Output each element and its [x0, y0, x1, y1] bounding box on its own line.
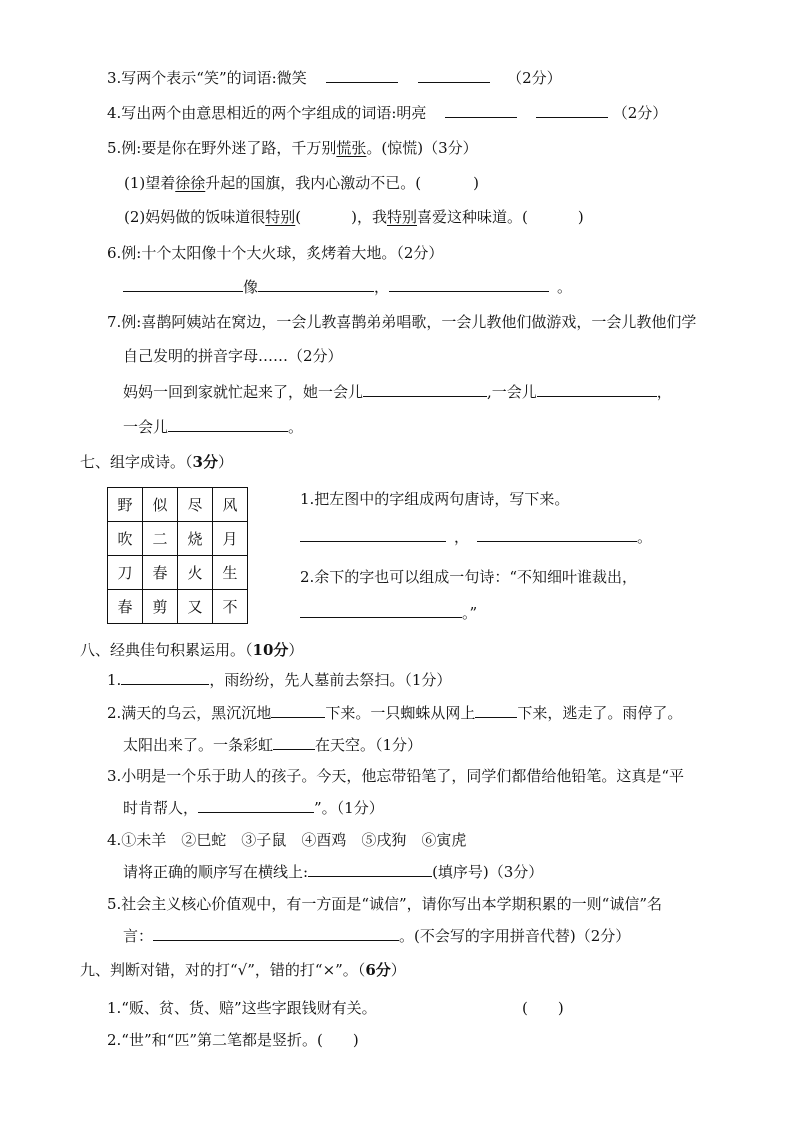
- score-label: （2分）: [507, 69, 562, 87]
- answer-paren-text: ( ): [522, 999, 564, 1017]
- section-9-title: [80, 960, 406, 980]
- q7-answer2: [300, 603, 477, 623]
- sub-text: 下来。一只蜘蛛从网上: [325, 704, 476, 722]
- sub-text: ”。（1分）: [314, 799, 384, 817]
- section-7-title: [80, 452, 233, 472]
- grid-cell: 又: [178, 590, 213, 624]
- q6-item5: [107, 138, 478, 158]
- section-title-text: 七、组字成诗。（: [80, 453, 193, 471]
- q7-answer1: [300, 527, 652, 547]
- underlined-word: 慌张: [336, 139, 367, 157]
- q6-item7-line4: [123, 417, 303, 437]
- grid-cell: 春: [143, 556, 178, 590]
- answer-blank[interactable]: [537, 382, 657, 397]
- answer-blank[interactable]: [308, 862, 432, 877]
- sub-text: 请将正确的顺序写在横线上:: [123, 863, 309, 881]
- grid-cell: 烧: [178, 522, 213, 556]
- grid-cell: 剪: [143, 590, 178, 624]
- sub-text: 升起的国旗，我内心激动不已。(: [205, 174, 422, 192]
- sub-text: 像: [243, 278, 259, 296]
- sub-text: 。: [288, 418, 304, 436]
- sub-text: 5.社会主义核心价值观中，有一方面是“诚信”，请你写出本学期积累的一则“诚信”名: [107, 895, 662, 913]
- answer-blank[interactable]: [475, 703, 517, 718]
- answer-blank[interactable]: [326, 68, 398, 83]
- underlined-word: 特别: [386, 208, 417, 226]
- sub-text: 妈妈一回到家就忙起来了，她一会儿: [123, 383, 364, 401]
- sub-text: )，我: [351, 208, 387, 226]
- grid-cell: 尽: [178, 488, 213, 522]
- sub-text: 太阳出来了。一条彩虹: [123, 736, 274, 754]
- sub-text: 1.: [107, 671, 122, 689]
- sub-text: 。(不会写的字用拼音代替)（2分）: [399, 927, 631, 945]
- sub-text: 2.“世”和“匹”第二笔都是竖折。( ): [107, 1031, 359, 1049]
- q6-item6: [107, 243, 443, 263]
- underlined-word: 特别: [265, 208, 296, 226]
- q6-item4: [107, 103, 667, 123]
- answer-blank[interactable]: [477, 527, 637, 542]
- sub-text: (: [295, 208, 302, 226]
- sub-text: 喜爱这种味道。(: [417, 208, 528, 226]
- grid-cell: 似: [143, 488, 178, 522]
- answer-blank[interactable]: [445, 103, 517, 118]
- sub-text: 时肯帮人，: [123, 799, 199, 817]
- sub-text: (填序号)（3分）: [432, 863, 544, 881]
- q6-item7-text: 7.例:喜鹊阿姨站在窝边，一会儿教喜鹊弟弟唱歌，一会儿教他们做游戏，一会儿教他们学: [107, 313, 697, 331]
- section-score: 10分: [252, 641, 289, 659]
- answer-blank[interactable]: [271, 703, 325, 718]
- grid-cell: 火: [178, 556, 213, 590]
- q8-item2-line1: [107, 703, 682, 723]
- q8-item3-line2: [123, 798, 384, 818]
- q6-item4-text: 4.写出两个由意思相近的两个字组成的词语:明亮: [107, 104, 427, 122]
- q9-item2: [107, 1030, 359, 1050]
- grid-cell: 刀: [108, 556, 143, 590]
- grid-cell: 吹: [108, 522, 143, 556]
- sub-text: 在天空。（1分）: [315, 736, 423, 754]
- section-title-text: 九、判断对错，对的打“√”，错的打“×”。（: [80, 961, 366, 979]
- q6-item7-line1: [107, 312, 696, 332]
- q8-item4-line1: [107, 830, 466, 850]
- q8-item4-line2: [123, 862, 543, 882]
- grid-row: [108, 488, 248, 522]
- grid-cell: 二: [143, 522, 178, 556]
- answer-blank[interactable]: [418, 68, 490, 83]
- answer-blank[interactable]: [300, 527, 446, 542]
- sub-text: ): [473, 174, 479, 192]
- q8-item5-line1: [107, 894, 662, 914]
- q6-item5-sub1: [124, 173, 479, 193]
- sub-text: 。”: [462, 604, 478, 622]
- q6-item7-text: 自己发明的拼音字母……（2分）: [123, 347, 343, 365]
- character-grid: [107, 487, 248, 624]
- section-8-title: [80, 640, 303, 660]
- sub-text: (2)妈妈做的饭味道很: [124, 208, 266, 226]
- sub-text: 下来，逃走了。雨停了。: [517, 704, 683, 722]
- answer-blank[interactable]: [123, 277, 243, 292]
- sub-text: ，: [454, 528, 470, 546]
- section-title-text: ）: [217, 453, 233, 471]
- grid-row: [108, 590, 248, 624]
- grid-cell: 月: [213, 522, 248, 556]
- q6-item5-text: 5.例:要是你在野外迷了路，千万别: [107, 139, 337, 157]
- grid-row: [108, 556, 248, 590]
- grid-cell: 风: [213, 488, 248, 522]
- sub-text: 1.“贩、贫、货、赔”这些字跟钱财有关。: [107, 999, 377, 1017]
- sub-text: ): [577, 208, 584, 226]
- q6-item3: [107, 68, 562, 88]
- q6-item7-line3: [123, 382, 672, 402]
- sub-text: 。: [637, 528, 653, 546]
- section-title-text: ）: [390, 961, 406, 979]
- sub-text: 4.①未羊 ②巳蛇 ③子鼠 ④酉鸡 ⑤戌狗 ⑥寅虎: [107, 831, 467, 849]
- section-score: 6分: [365, 961, 391, 979]
- answer-paren[interactable]: [522, 998, 564, 1018]
- answer-blank[interactable]: [273, 735, 315, 750]
- answer-blank[interactable]: [198, 798, 314, 813]
- q6-item3-text: 3.写两个表示“笑”的词语:微笑: [107, 69, 307, 87]
- sub-text: 2.满天的乌云，黑沉沉地: [107, 704, 272, 722]
- grid-cell: 野: [108, 488, 143, 522]
- answer-blank[interactable]: [389, 277, 549, 292]
- sub-text: 。: [557, 278, 573, 296]
- q8-item3-line1: [107, 766, 684, 786]
- q6-item5-text: 。(惊慌)（3分）: [366, 139, 478, 157]
- q8-item2-line2: [123, 735, 422, 755]
- q6-item6-text: 6.例:十个太阳像十个大火球，炙烤着大地。（2分）: [107, 244, 444, 262]
- answer-blank[interactable]: [153, 926, 399, 941]
- sub-text: ,一会儿: [487, 383, 537, 401]
- grid-row: [108, 522, 248, 556]
- sub-text: 3.小明是一个乐于助人的孩子。今天，他忘带铅笔了，同学们都借给他铅笔。这真是“平: [107, 767, 684, 785]
- sub-text: 言：: [123, 927, 154, 945]
- answer-blank[interactable]: [300, 603, 462, 618]
- q8-item5-line2: [123, 926, 630, 946]
- sub-text: (1)望着: [124, 174, 176, 192]
- q6-item5-sub2: [124, 207, 584, 227]
- section-title-text: 八、经典佳句积累运用。（: [80, 641, 253, 659]
- q6-item7-line2: [123, 346, 343, 366]
- answer-blank[interactable]: [168, 417, 288, 432]
- answer-blank[interactable]: [363, 382, 487, 397]
- q7-prompt1: [300, 489, 569, 509]
- grid-cell: 春: [108, 590, 143, 624]
- q7-prompt2: [300, 567, 637, 587]
- q8-item1: [107, 670, 451, 690]
- answer-blank[interactable]: [536, 103, 608, 118]
- sub-text: ，: [374, 278, 390, 296]
- grid-cell: 不: [213, 590, 248, 624]
- q6-item6-answer: [123, 277, 572, 297]
- grid-cell: 生: [213, 556, 248, 590]
- q9-item1: [107, 998, 377, 1018]
- section-title-text: ）: [288, 641, 304, 659]
- score-label: （2分）: [612, 104, 668, 122]
- answer-blank[interactable]: [258, 277, 374, 292]
- sub-text: 一会儿: [123, 418, 169, 436]
- underlined-word: 徐徐: [175, 174, 206, 192]
- answer-blank[interactable]: [121, 670, 209, 685]
- prompt-text: 1.把左图中的字组成两句唐诗，写下来。: [300, 490, 570, 508]
- section-score: 3分: [192, 453, 218, 471]
- sub-text: ，雨纷纷，先人墓前去祭扫。（1分）: [209, 671, 452, 689]
- prompt-text: 2.余下的字也可以组成一句诗：“不知细叶谁裁出，: [300, 568, 637, 586]
- sub-text: ，: [656, 383, 672, 401]
